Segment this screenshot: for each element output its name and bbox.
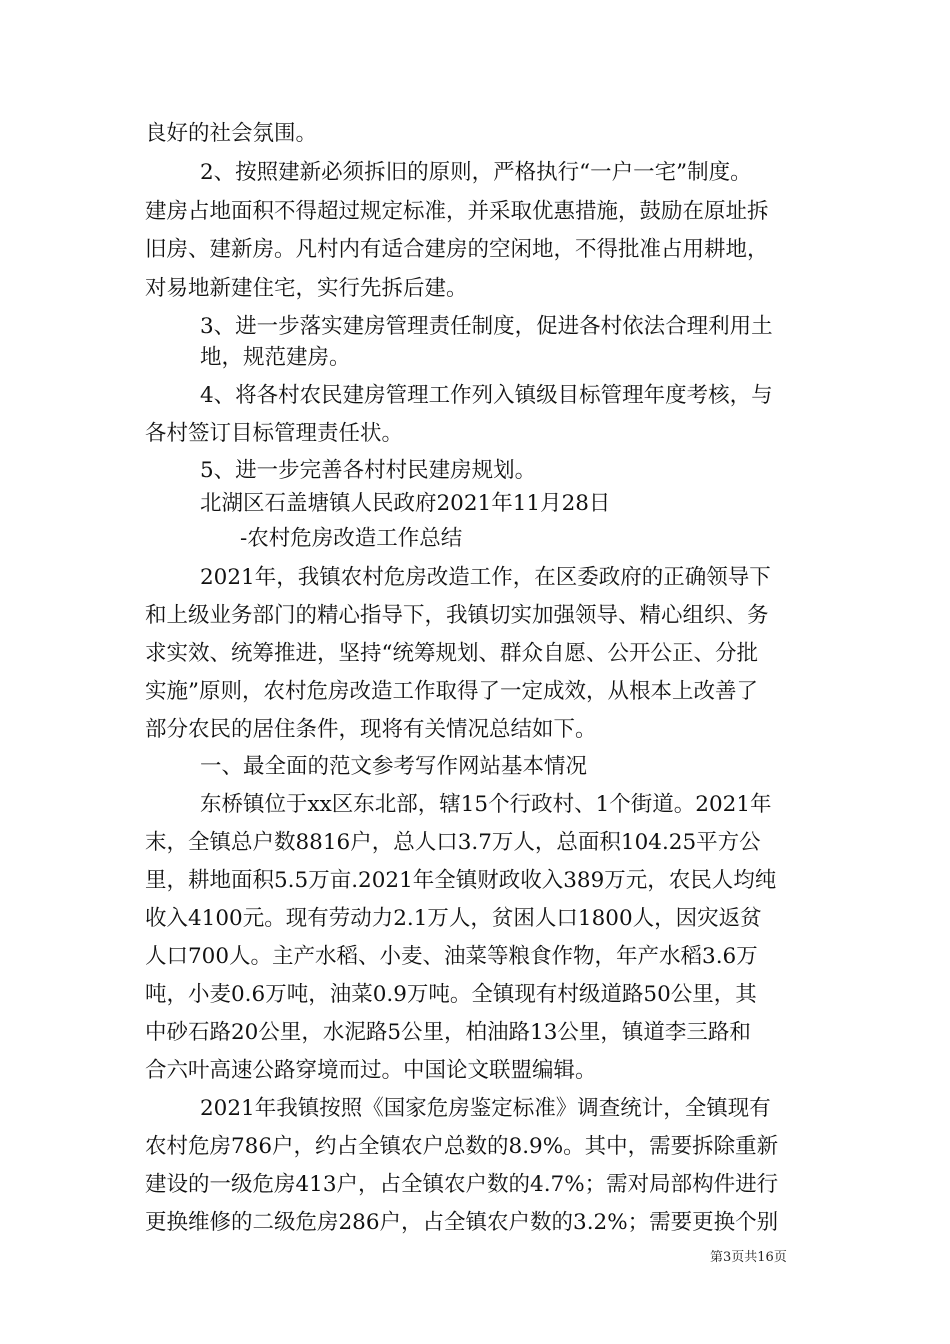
text-line: 东桥镇位于xx区东北部，辖15个行政村、1个街道。2021年 [200, 792, 772, 817]
text-line: 人口700人。主产水稻、小麦、油菜等粮食作物，年产水稻3.6万 [145, 944, 758, 969]
text-line: 良好的社会氛围。 [145, 121, 318, 146]
text-line: 北湖区石盖塘镇人民政府2021年11月28日 [200, 491, 611, 516]
text-line: 2021年，我镇农村危房改造工作，在区委政府的正确领导下 [200, 565, 771, 590]
text-line: 求实效、统筹推进，坚持“统筹规划、群众自愿、公开公正、分批 [145, 641, 758, 666]
text-line: 建房占地面积不得超过规定标准，并采取优惠措施，鼓励在原址拆 [145, 199, 769, 224]
text-line: 里，耕地面积5.5万亩.2021年全镇财政收入389万元，农民人均纯 [145, 868, 777, 893]
text-line: 部分农民的居住条件，现将有关情况总结如下。 [145, 717, 597, 742]
document-subtitle: -农村危房改造工作总结 [240, 526, 463, 551]
text-line: 4、将各村农民建房管理工作列入镇级目标管理年度考核，与 [200, 383, 773, 408]
text-line: 建设的一级危房413户，占全镇农户数的4.7%；需对局部构件进行 [145, 1172, 779, 1197]
text-line: 5、进一步完善各村村民建房规划。 [200, 458, 537, 483]
text-line: 旧房、建新房。凡村内有适合建房的空闲地，不得批准占用耕地， [145, 237, 769, 262]
text-line: 合六叶高速公路穿境而过。中国论文联盟编辑。 [145, 1058, 597, 1083]
text-line: 中砂石路20公里，水泥路5公里，柏油路13公里，镇道李三路和 [145, 1020, 751, 1045]
text-line: 末，全镇总户数8816户，总人口3.7万人，总面积104.25平方公 [145, 830, 761, 855]
text-line: 各村签订目标管理责任状。 [145, 421, 404, 446]
page-number: 第3页共16页 [710, 1250, 787, 1265]
text-line: 2021年我镇按照《国家危房鉴定标准》调查统计，全镇现有 [200, 1096, 771, 1121]
text-line: 和上级业务部门的精心指导下，我镇切实加强领导、精心组织、务 [145, 603, 769, 628]
text-line: 对易地新建住宅，实行先拆后建。 [145, 276, 468, 301]
text-line: 实施”原则，农村危房改造工作取得了一定成效，从根本上改善了 [145, 679, 758, 704]
text-line: 2、按照建新必须拆旧的原则，严格执行“一户一宅”制度。 [200, 160, 752, 185]
text-line: 地，规范建房。 [200, 345, 351, 370]
text-line: 收入4100元。现有劳动力2.1万人，贫困人口1800人，因灾返贫 [145, 906, 762, 931]
text-line: 更换维修的二级危房286户，占全镇农户数的3.2%；需要更换个别 [145, 1210, 779, 1235]
section-heading: 一、最全面的范文参考写作网站基本情况 [200, 754, 588, 779]
text-line: 3、进一步落实建房管理责任制度，促进各村依法合理利用土 [200, 314, 773, 339]
text-line: 吨，小麦0.6万吨，油菜0.9万吨。全镇现有村级道路50公里，其 [145, 982, 757, 1007]
text-line: 农村危房786户，约占全镇农户总数的8.9%。其中，需要拆除重新 [145, 1134, 779, 1159]
